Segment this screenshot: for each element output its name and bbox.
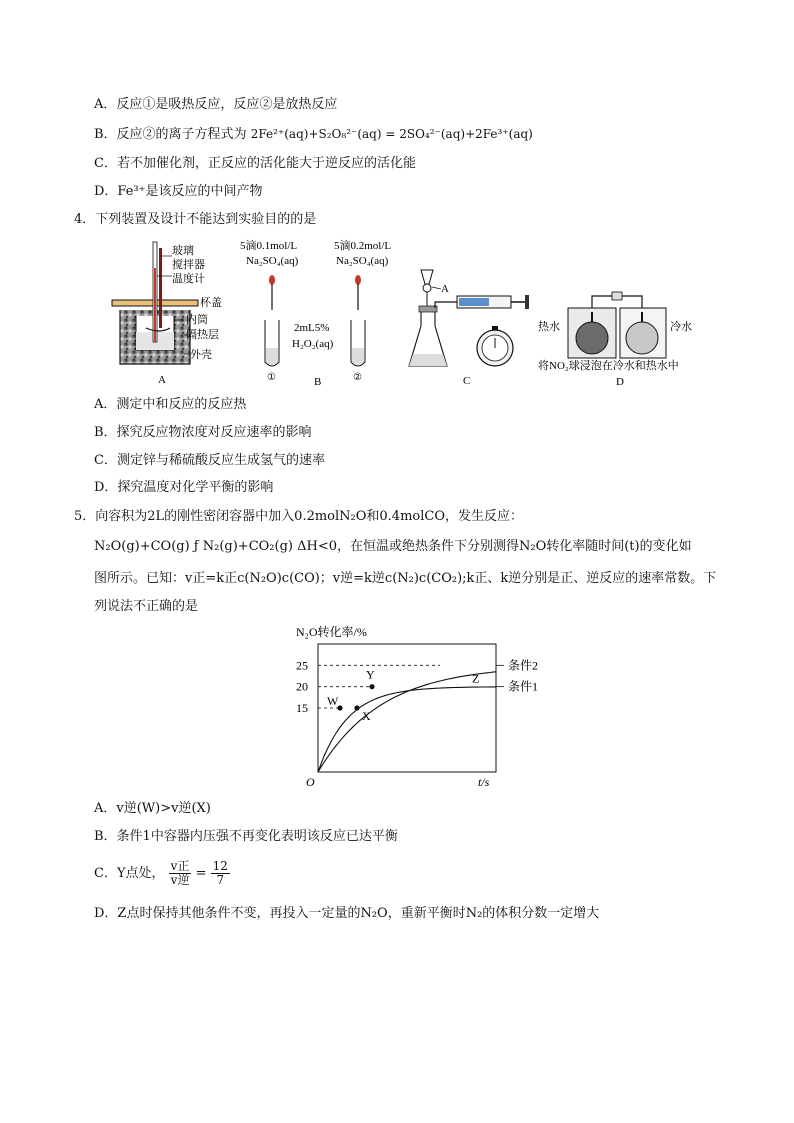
q3-option-b-equation: 2Fe²⁺(aq)+S₂O₈²⁻(aq) = 2SO₄²⁻(aq)+2Fe³⁺(aq) (250, 127, 533, 141)
point-label-X: X (362, 709, 371, 723)
figure-d-no2-spheres (534, 286, 714, 388)
fig-a-label-shell: 外壳 (190, 349, 212, 361)
point-Y (369, 684, 374, 689)
q5-option-d: D．Z点时保持其他条件不变，再投入一定量的N₂O，重新平衡时N₂的体积分数一定增大 (94, 906, 600, 921)
fig-b-tube2: ② (353, 372, 362, 383)
fig-b-caption: B (314, 376, 322, 388)
q5-option-c (94, 860, 230, 887)
q3-option-c: C．若不加催化剂，正反应的活化能大于逆反应的活化能 (94, 156, 416, 171)
q3-option-b-prefix: B．反应②的离子方程式为 (94, 127, 247, 142)
fig-d-hot: 热水 (538, 321, 560, 333)
fig-a-label-inner: 内筒 (186, 314, 208, 326)
fig-a-label-thermometer: 温度计 (172, 273, 205, 285)
figure-a-calorimeter (100, 238, 250, 388)
x-axis-label: t/s (478, 775, 490, 789)
fig-a-label-lid: 杯盖 (200, 297, 222, 309)
fig-b-tube1: ① (267, 372, 276, 383)
y-tick-25: 25 (296, 658, 308, 673)
y-tick-20: 20 (296, 679, 308, 694)
q4-option-a: A．测定中和反应的反应热 (94, 397, 247, 412)
q3-option-b (94, 125, 533, 144)
fig-d-note: 将NO₂球浸泡在冷水和热水中 (538, 360, 679, 372)
fraction-value-numerator: 12 (212, 859, 228, 873)
fig-c-caption: C (463, 375, 471, 387)
fig-b-left-top2: Na₂SO₄(aq) (246, 255, 299, 267)
fig-a-caption: A (158, 374, 166, 386)
figure-c-gas-apparatus (405, 262, 535, 388)
q3-option-a: A．反应①是吸热反应，反应②是放热反应 (94, 97, 338, 112)
fraction-numerator: v正 (170, 859, 190, 873)
fig-d-cold: 冷水 (670, 321, 692, 333)
fig-c-label-a: A (441, 283, 449, 295)
q3-option-d: D．Fe³⁺是该反应的中间产物 (94, 184, 263, 199)
y-tick-15: 15 (296, 701, 308, 715)
fig-a-label-insulation: 隔热层 (186, 329, 219, 341)
figure-b-test-tubes (238, 238, 408, 388)
q4-option-c: C．测定锌与稀硫酸反应生成氢气的速率 (94, 453, 325, 468)
fig-b-left-top1: 5滴0.1mol/L (240, 240, 298, 252)
q5-option-c-prefix: C．Y点处， (94, 866, 165, 881)
q5-stem-line2: N₂O(g)+CO(g) ƒ N₂(g)+CO₂(g) ΔH<0，在恒温或绝热条件下分别测得N₂O转化率随时间(t)的变化如 (94, 539, 692, 554)
series-condition-1-line (318, 687, 496, 772)
fig-b-mid1: 2mL5% (294, 322, 330, 334)
y-axis-label: N₂O转化率/% (296, 625, 367, 639)
q5-stem-line1: 5．向容积为2L的刚性密闭容器中加入0.2molN₂O和0.4molCO，发生反应： (74, 509, 523, 524)
conversion-chart (270, 622, 580, 792)
q5-stem-line4: 列说法不正确的是 (94, 599, 199, 614)
q4-stem: 4．下列装置及设计不能达到实验目的的是 (74, 212, 317, 227)
fraction-rate-ratio (169, 860, 192, 887)
fig-b-right-top2: Na₂SO₄(aq) (336, 255, 389, 267)
q5-stem-line3: 图所示。已知：v正=k正c(N₂O)c(CO)；v逆=k逆c(N₂)c(CO₂);k正、k逆分别是正、逆反应的速率常数。下 (94, 571, 717, 586)
series-condition-1-label: 条件1 (508, 679, 539, 694)
point-X (354, 705, 359, 710)
fig-a-label-stirrer: 搅拌器 (172, 259, 205, 271)
point-label-Y: Y (366, 667, 375, 682)
q5-option-a: A．v逆(W)>v逆(X) (94, 801, 211, 816)
origin-label: O (306, 775, 315, 789)
point-label-W: W (327, 694, 339, 708)
q4-option-b: B．探究反应物浓度对反应速率的影响 (94, 425, 312, 440)
fig-b-right-top1: 5滴0.2mol/L (334, 240, 392, 252)
q4-option-d: D．探究温度对化学平衡的影响 (94, 480, 274, 495)
point-label-Z: Z (472, 671, 480, 686)
fraction-value (211, 860, 230, 887)
plot-frame (318, 644, 496, 772)
fraction-denominator: v逆 (170, 873, 190, 887)
fig-a-label-glass: 玻璃 (172, 245, 194, 257)
series-condition-2-label: 条件2 (508, 658, 539, 673)
fig-b-mid2: H₂O₂(aq) (292, 338, 334, 350)
equals-sign: = (195, 866, 207, 881)
q5-option-b: B．条件1中容器内压强不再变化表明该反应已达平衡 (94, 829, 398, 844)
fig-d-caption: D (616, 376, 624, 388)
fraction-value-denominator: 7 (216, 873, 225, 887)
